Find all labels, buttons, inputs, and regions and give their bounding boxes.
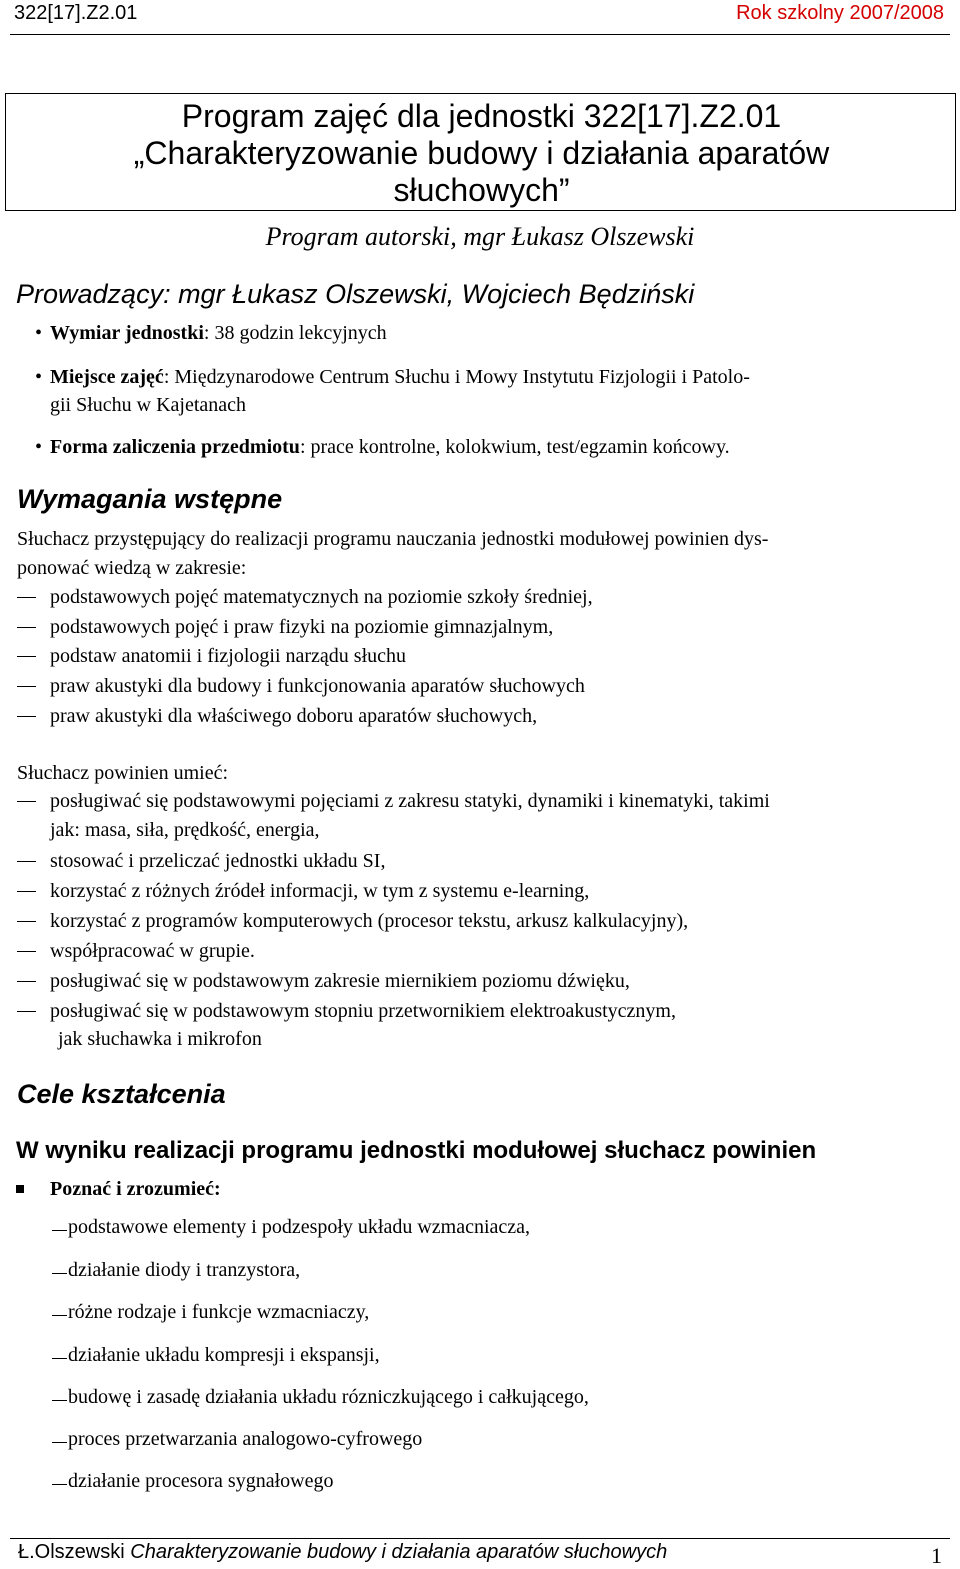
requirements-intro-line-1: Słuchacz przystępujący do realizacji programu nauczania jednostki modułowej powinien dys- — [17, 528, 769, 550]
header-divider — [10, 34, 950, 35]
footer-title: Charakteryzowanie budowy i działania aparatów słuchowych — [130, 1541, 668, 1563]
info-item-assessment — [35, 433, 950, 461]
header-school-year: Rok szkolny 2007/2008 — [736, 2, 944, 24]
info-value: : Międzynarodowe Centrum Słuchu i Mowy Instytutu Fizjologii i Patolo- — [163, 366, 750, 388]
goals-subheading: W wyniku realizacji programu jednostki modułowej słuchacz powinien — [16, 1137, 817, 1164]
goals-heading: Cele kształcenia — [17, 1079, 226, 1109]
info-item-duration — [35, 319, 950, 347]
info-label: Forma zaliczenia przedmiotu — [50, 436, 300, 458]
requirements-intro-line-2: ponować wiedzą w zakresie: — [17, 557, 247, 579]
title-line-2: „Charakteryzowanie budowy i działania aparatów — [133, 135, 830, 171]
bullet-icon: • — [35, 436, 43, 458]
know-label: Poznać i zrozumieć: — [50, 1178, 221, 1200]
title-line-1: Program zajęć dla jednostki 322[17].Z2.01 — [181, 98, 782, 134]
page-number: 1 — [931, 1543, 942, 1568]
footer-author: Ł.Olszewski — [18, 1541, 125, 1563]
square-bullet-icon — [16, 1185, 24, 1193]
skills-intro: Słuchacz powinien umieć: — [17, 762, 229, 784]
info-label: Wymiar jednostki — [50, 322, 204, 344]
info-label: Miejsce zajęć — [50, 366, 164, 388]
program-subtitle: Program autorski, mgr Łukasz Olszewski — [265, 222, 695, 251]
header-code: 322[17].Z2.01 — [14, 2, 138, 24]
info-item-location — [35, 363, 950, 391]
info-value: : 38 godzin lekcyjnych — [203, 322, 387, 344]
footer-divider — [10, 1538, 950, 1539]
lecturers-heading: Prowadzący: mgr Łukasz Olszewski, Wojciech Będziński — [16, 279, 695, 309]
info-item-location-cont: gii Słuchu w Kajetanach — [50, 394, 247, 416]
footer-caption — [18, 1541, 667, 1564]
title-box — [5, 93, 956, 211]
title-line-3: słuchowych” — [393, 172, 570, 208]
bullet-icon: • — [35, 322, 43, 344]
info-value: : prace kontrolne, kolokwium, test/egzamin końcowy. — [299, 436, 730, 458]
bullet-icon: • — [35, 366, 43, 388]
requirements-heading: Wymagania wstępne — [17, 484, 283, 514]
